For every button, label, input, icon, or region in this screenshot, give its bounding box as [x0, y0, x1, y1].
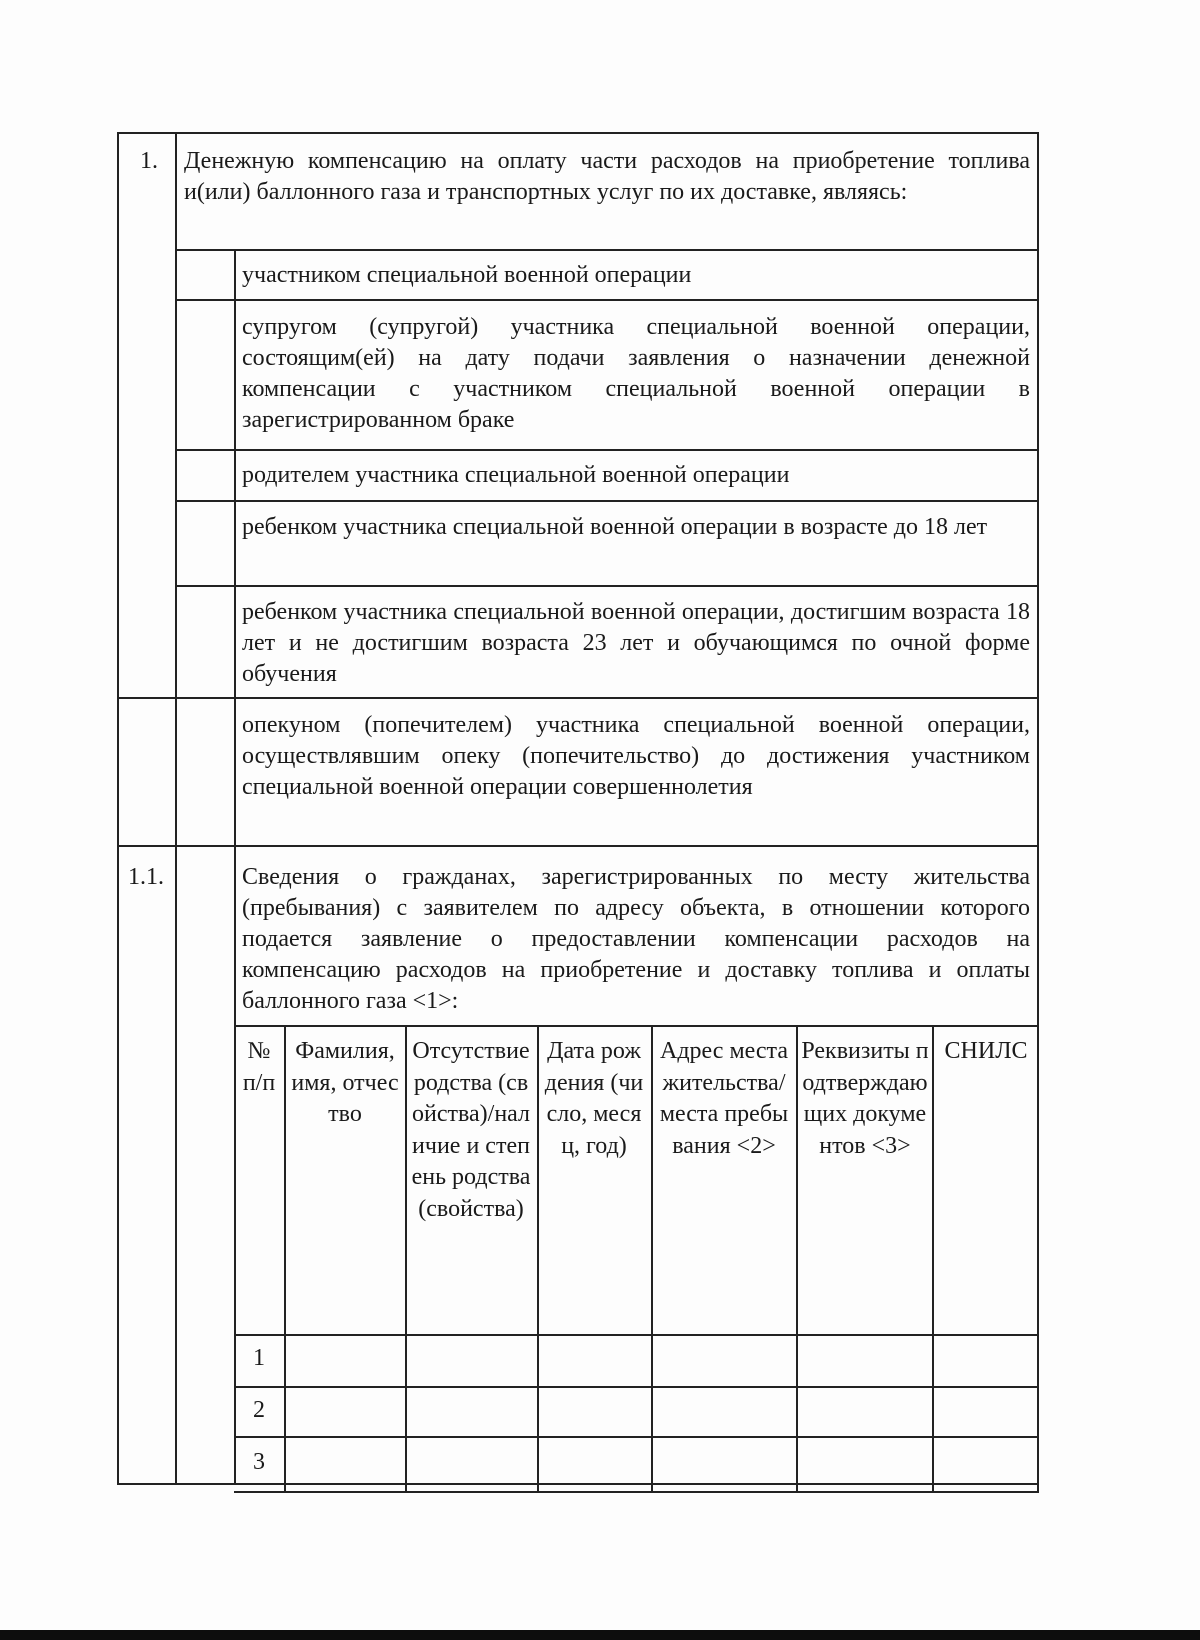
table-border-left — [117, 132, 119, 1484]
option-guardian: опекуном (попечителем) участника специальной военной операции, осуществлявшим опеку (попечительство) до достижения участником специальной военной операции совершеннолетия — [242, 712, 1030, 800]
section-1-title: Денежную компенсацию на оплату части расходов на приобретение топлива и(или) баллонного газа и транспортных услуг по их доставке, являясь: — [184, 148, 1030, 205]
inner-col-sep — [284, 1025, 286, 1492]
table-row-number: 3 — [253, 1449, 265, 1475]
row-sep — [175, 500, 1039, 502]
header-address: Адрес места жительства/места пребывания <2> — [659, 1038, 789, 1159]
col-sep-number — [175, 132, 177, 1484]
option-parent: родителем участника специальной военной операции — [242, 462, 790, 488]
inner-table-header-bottom — [234, 1334, 1039, 1336]
inner-col-sep — [932, 1025, 934, 1492]
inner-col-sep — [796, 1025, 798, 1492]
row-sep — [175, 449, 1039, 451]
inner-col-sep — [537, 1025, 539, 1492]
col-sep-checkbox — [234, 249, 236, 1483]
table-row-number: 1 — [253, 1345, 265, 1371]
header-number: № п/п — [242, 1038, 276, 1096]
option-child-student: ребенком участника специальной военной операции, достигшим возраста 18 лет и не достигшим возраста 23 лет и обучающимся по очной форме обучения — [242, 599, 1030, 687]
inner-table-row-sep — [234, 1386, 1039, 1388]
row-sep — [175, 299, 1039, 301]
scan-edge-bar — [0, 1630, 1200, 1640]
option-spouse: супругом (супругой) участника специальной военной операции, состоящим(ей) на дату подачи заявления о назначении денежной компенсации с участником специальной военной операции в зарегистрированном браке — [242, 314, 1030, 433]
row-sep — [117, 845, 1039, 847]
table-border-top — [117, 132, 1039, 134]
row-sep — [175, 249, 1039, 251]
header-birth-date: Дата рождения (число, месяц, год) — [544, 1038, 644, 1159]
header-kinship: Отсутствие родства (свойства)/наличие и степень родства (свойства) — [411, 1038, 531, 1222]
inner-table-bottom — [234, 1491, 1039, 1493]
inner-table-top — [234, 1025, 1039, 1027]
inner-col-sep — [405, 1025, 407, 1492]
section-1-1-number: 1.1. — [128, 864, 164, 890]
table-row-number: 2 — [253, 1397, 265, 1423]
inner-table-row-sep — [234, 1436, 1039, 1438]
option-child-under-18: ребенком участника специальной военной операции в возрасте до 18 лет — [242, 514, 988, 540]
section-1-1-title: Сведения о гражданах, зарегистрированных по месту жительства (пребывания) с заявителем по адресу объекта, в отношении которого подается заявление о предоставлении компенсации расходов на компенсацию расходов на приобретение и доставку топлива и оплаты баллонного газа <1>: — [242, 864, 1030, 1014]
header-snils: СНИЛС — [944, 1038, 1028, 1064]
option-participant: участником специальной военной операции — [242, 262, 692, 288]
row-sep — [175, 585, 1039, 587]
table-border-bottom — [117, 1483, 1039, 1485]
header-full-name: Фамилия, имя, отчество — [291, 1038, 399, 1127]
section-1-number: 1. — [140, 148, 158, 174]
header-documents: Реквизиты подтверждающих документов <3> — [801, 1038, 929, 1159]
inner-col-sep — [651, 1025, 653, 1492]
table-border-right — [1037, 132, 1039, 1492]
row-sep — [117, 697, 1039, 699]
